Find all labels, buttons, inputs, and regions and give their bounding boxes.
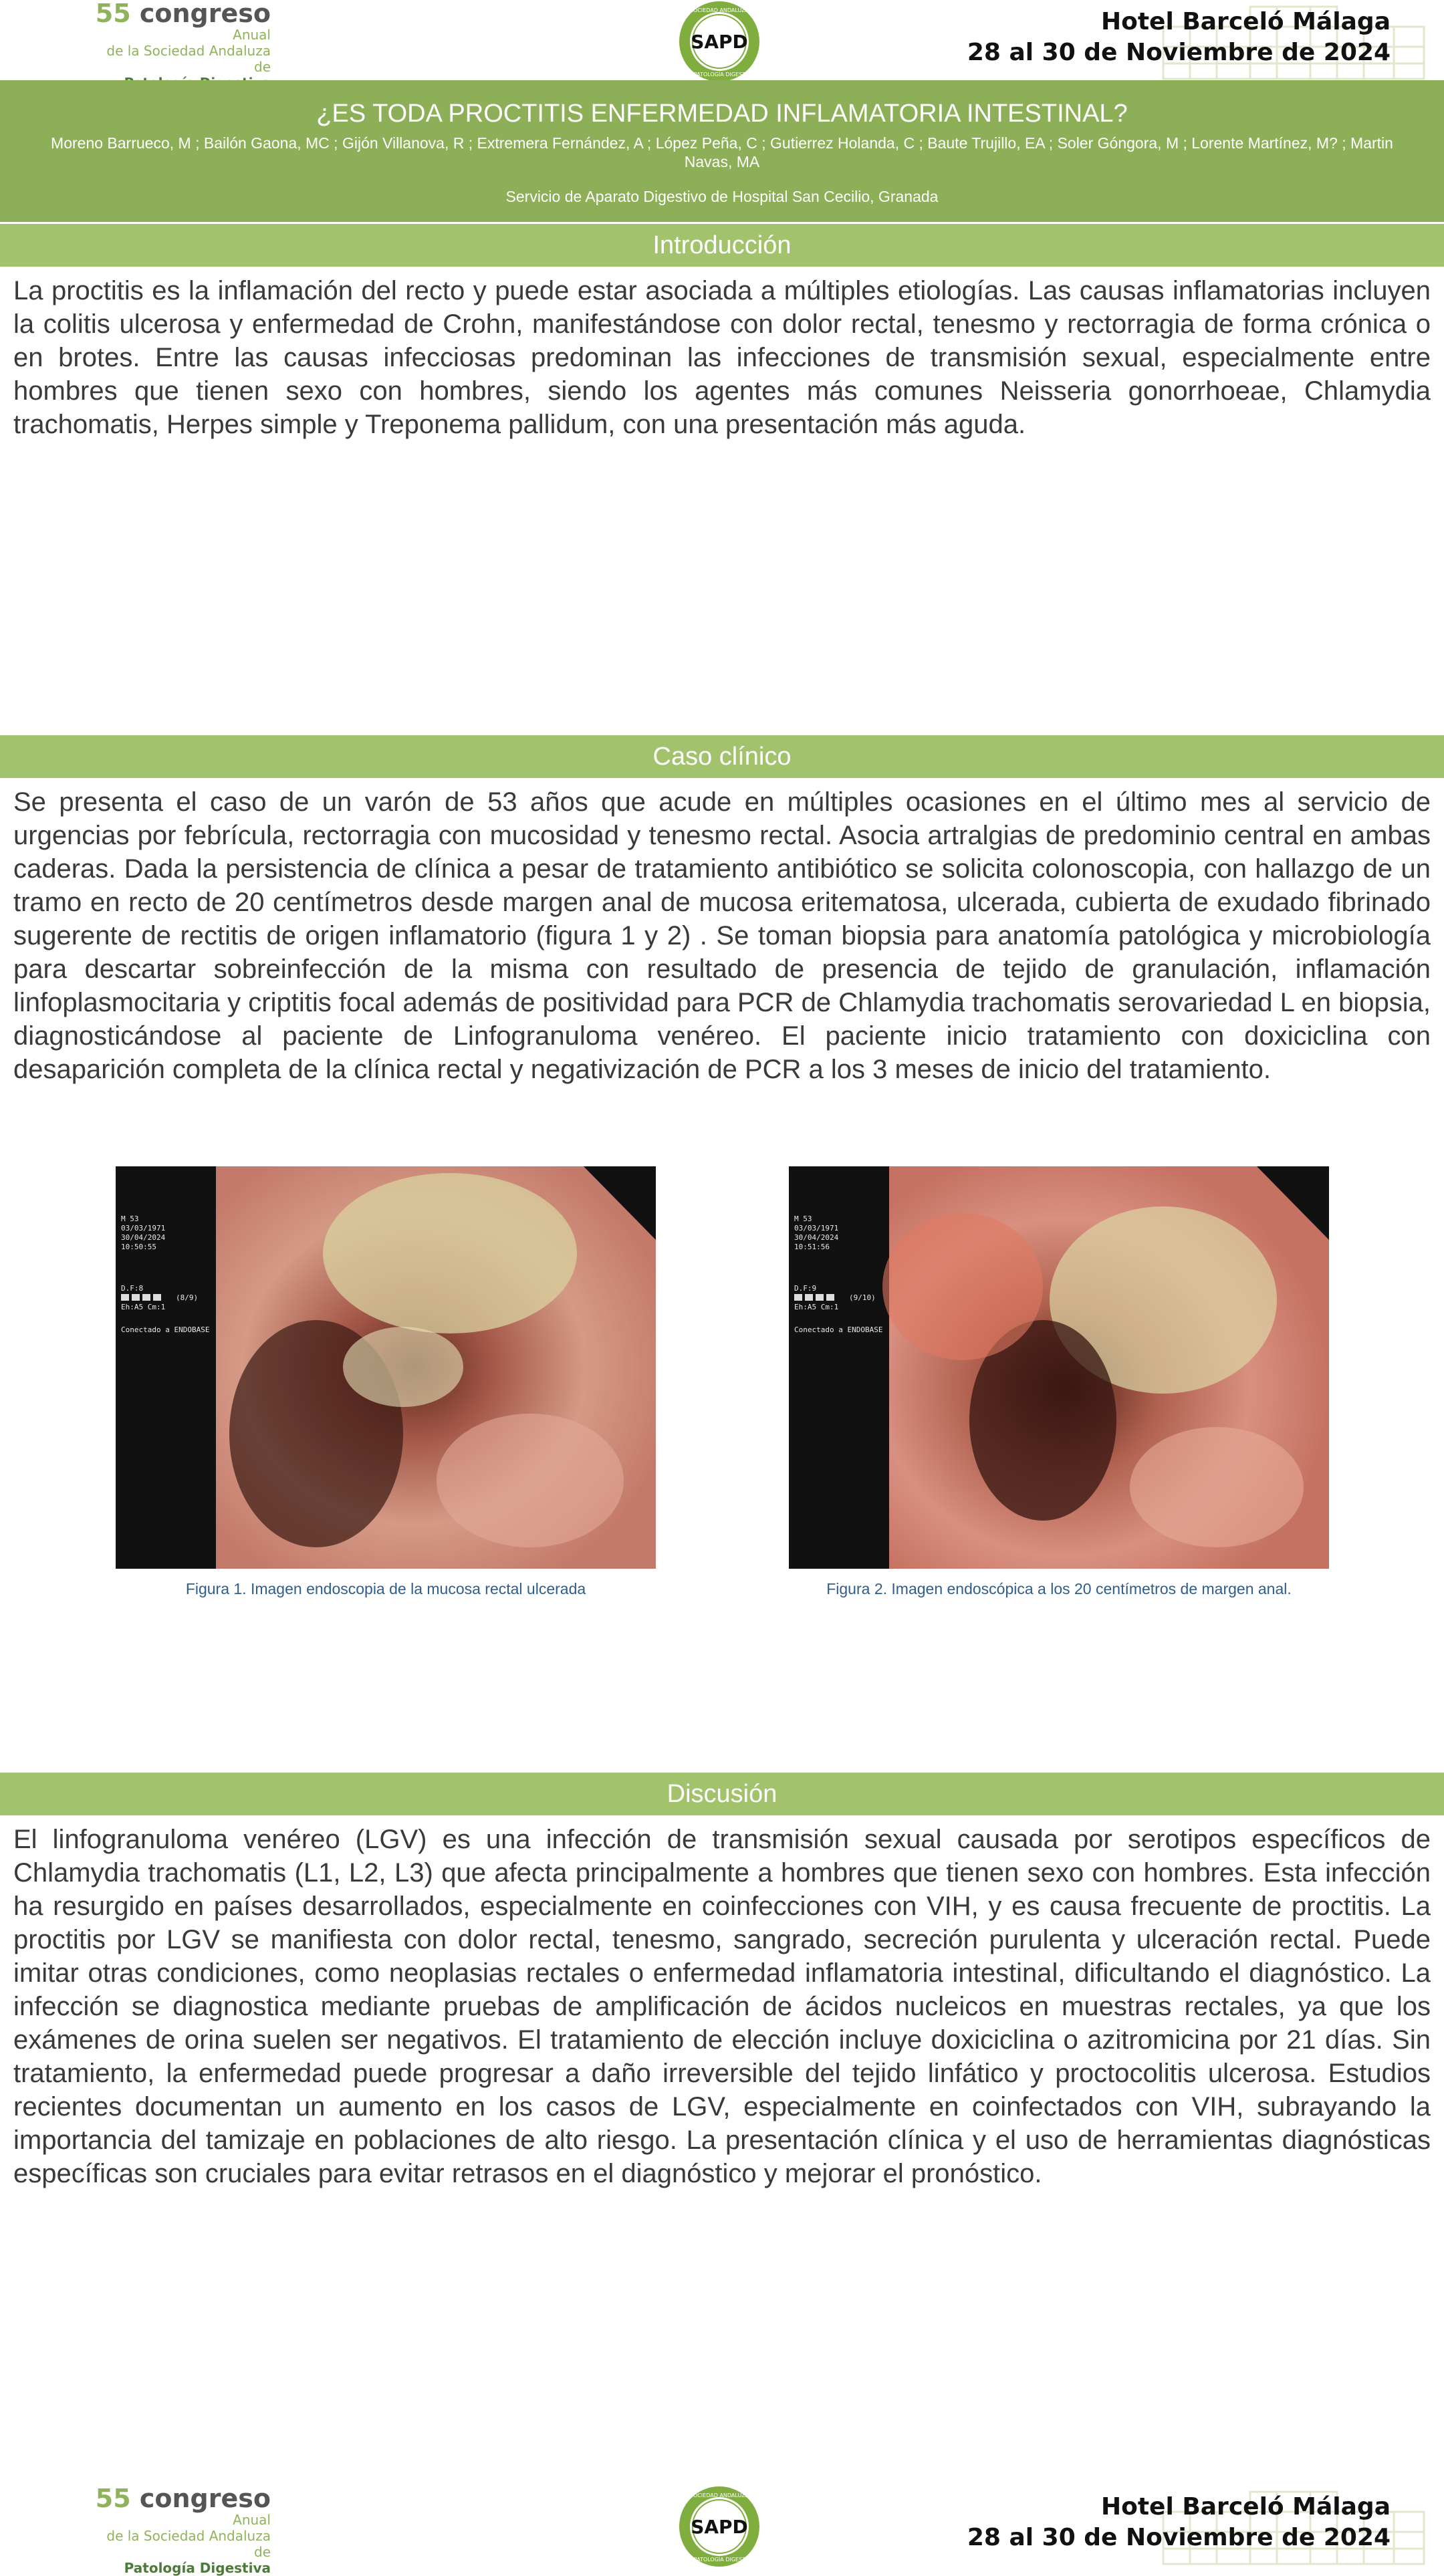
congress-logo-text (87, 0, 271, 91)
footer-logo-ring-top: SOCIEDAD ANDALUZA (689, 2492, 749, 2498)
footer-congress-number: 55 (95, 2484, 131, 2513)
fig2-overlay-4: D.F:9 (794, 1284, 817, 1293)
header-banner (0, 0, 1444, 80)
fig1-overlay-4: D.F:8 (121, 1284, 144, 1293)
section-heading-discussion: Discusión (0, 1773, 1444, 1815)
footer-logo-ring-bottom: DE PATOLOGÍA DIGESTIVA (685, 2557, 754, 2563)
footer-congress-logo-text (87, 2485, 271, 2576)
congress-number: 55 (95, 0, 131, 28)
figure-2-caption: Figura 2. Imagen endoscópica a los 20 centímetros de margen anal. (826, 1580, 1292, 1597)
sapd-logo-icon (678, 0, 761, 83)
logo-text: SAPD (691, 31, 748, 53)
venue: Hotel Barceló Málaga (1100, 8, 1391, 35)
section-heading-case: Caso clínico (0, 735, 1444, 778)
fig2-overlay-2: 30/04/2024 (794, 1233, 839, 1242)
authors: Moreno Barrueco, M ; Bailón Gaona, MC ; Gijón Villanova, R ; Extremera Fernández, A ; López Peña, C ; Gutierrez Holanda, C ; Baute Trujillo, EA ; Soler Góngora, M ; Lorente Martínez, M? ; Martin Navas, MA (51, 134, 1393, 170)
dates: 28 al 30 de Noviembre de 2024 (967, 39, 1391, 66)
figure-2-endoscopy-image (789, 1166, 1329, 1569)
fig2-overlay-3: 10:51:56 (794, 1243, 830, 1251)
footer-venue: Hotel Barceló Málaga (1100, 2493, 1391, 2521)
footer-banner (0, 2484, 1444, 2576)
fig2-overlay-6: Eh:A5 Cm:1 (794, 1303, 839, 1311)
figure-1-endoscopy-image (116, 1166, 656, 1569)
institution: Servicio de Aparato Digestivo de Hospital San Cecilio, Granada (505, 188, 939, 205)
section-heading-intro: Introducción (0, 224, 1444, 267)
fig2-overlay-1: 03/03/1971 (794, 1224, 839, 1233)
congress-line2: de la Sociedad Andaluza de (106, 43, 271, 75)
fig1-overlay-5: (8/9) (176, 1293, 199, 1302)
intro-text: La proctitis es la inflamación del recto y puede estar asociada a múltiples etiologías. Las causas inflamatorias incluyen la colitis ulcerosa y enfermedad de Crohn, manifestándose con dolor rectal, tenesmo y rectorragia de forma crónica o en brotes. Entre las causas infecciosas predominan las infecciones de transmisión sexual, especialmente entre hombres que tienen sexo con hombres, siendo los agentes más comunes Neisseria gonorrhoeae, Chlamydia trachomatis, Herpes simple y Treponema pallidum, con una presentación más aguda. (13, 276, 1431, 439)
footer-dates: 28 al 30 de Noviembre de 2024 (967, 2524, 1391, 2551)
fig1-overlay-6: Eh:A5 Cm:1 (121, 1303, 166, 1311)
congress-line1: Anual (233, 27, 271, 43)
discussion-text: El linfogranuloma venéreo (LGV) es una infección de transmisión sexual causada por serotipos específicos de Chlamydia trachomatis (L1, L2, L3) que afecta principalmente a hombres que tienen sexo con hombres. Esta infección ha resurgido en países desarrollados, especialmente en coinfecciones con VIH, y es causa frecuente de proctitis. La proctitis por LGV se manifiesta con dolor rectal, tenesmo, sangrado, secreción purulenta y ulceración rectal. Puede imitar otras condiciones, como neoplasias rectales o enfermedad inflamatoria intestinal, dificultando el diagnóstico. La infección se diagnostica mediante pruebas de amplificación de ácidos nucleicos en muestras rectales, ya que los exámenes de orina suelen ser negativos. El tratamiento de elección incluye doxiciclina o azitromicina por 21 días. Sin tratamiento, la enfermedad puede progresar a daño irreversible del tejido linfático y proctocolitis ulcerosa. Estudios recientes documentan un aumento en los casos de LGV, especialmente en coinfectados con VIH, subrayando la importancia del tamizaje en poblaciones de alto riesgo. La presentación clínica y el uso de herramientas diagnósticas específicas son cruciales para evitar retrasos en el diagnóstico y mejorar el pronóstico. (13, 1825, 1431, 2188)
footer-congress-word: congreso (139, 2484, 271, 2513)
footer-congress-line1: Anual (233, 2512, 271, 2528)
congress-word: congreso (139, 0, 271, 28)
fig2-overlay-5: (9/10) (849, 1293, 876, 1302)
fig2-overlay-0: M 53 (794, 1214, 812, 1223)
footer-congress-line2: de la Sociedad Andaluza de (106, 2528, 271, 2560)
fig1-overlay-1: 03/03/1971 (121, 1224, 166, 1233)
figure-1-caption: Figura 1. Imagen endoscopia de la mucosa rectal ulcerada (185, 1580, 586, 1597)
fig1-overlay-2: 30/04/2024 (121, 1233, 166, 1242)
footer-congress-line3: Patología Digestiva (124, 2560, 271, 2576)
fig1-overlay-3: 10:50:55 (121, 1243, 156, 1251)
footer-event-info (967, 2492, 1391, 2553)
footer-sapd-logo-icon (678, 2485, 761, 2568)
fig1-overlay-7: Conectado a ENDOBASE (121, 1325, 210, 1334)
logo-ring-top: SOCIEDAD ANDALUZA (689, 7, 749, 13)
case-text: Se presenta el caso de un varón de 53 años que acude en múltiples ocasiones en el último mes al servicio de urgencias por febrícula, rectorragia con mucosidad y tenesmo rectal. Asocia artralgias de predominio central en ambas caderas. Dada la persistencia de clínica a pesar de tratamiento antibiótico se solicita colonoscopia, con hallazgo de un tramo en recto de 20 centímetros desde margen anal de mucosa eritematosa, ulcerada, cubierta de exudado fibrinado sugerente de rectitis de origen inflamatorio (figura 1 y 2) . Se toman biopsia para anatomía patológica y microbiología para descartar sobreinfección de la misma con resultado de presencia de tejido de granulación, inflamación linfoplasmocitaria y criptitis focal además de positividad para PCR de Chlamydia trachomatis serovariedad L en biopsia, diagnosticándose al paciente de Linfogranuloma venéreo. El paciente inicio tratamiento con doxiciclina con desaparición completa de la clínica rectal y negativización de PCR a los 3 meses de inicio del tratamiento. (13, 787, 1431, 1084)
footer-logo-text: SAPD (691, 2516, 748, 2538)
poster-title: ¿ES TODA PROCTITIS ENFERMEDAD INFLAMATORIA INTESTINAL? (316, 100, 1128, 128)
fig1-overlay-0: M 53 (121, 1214, 139, 1223)
event-info (967, 7, 1391, 68)
fig2-overlay-7: Conectado a ENDOBASE (794, 1325, 883, 1334)
logo-ring-bottom: DE PATOLOGÍA DIGESTIVA (685, 72, 754, 78)
title-block (0, 80, 1444, 222)
